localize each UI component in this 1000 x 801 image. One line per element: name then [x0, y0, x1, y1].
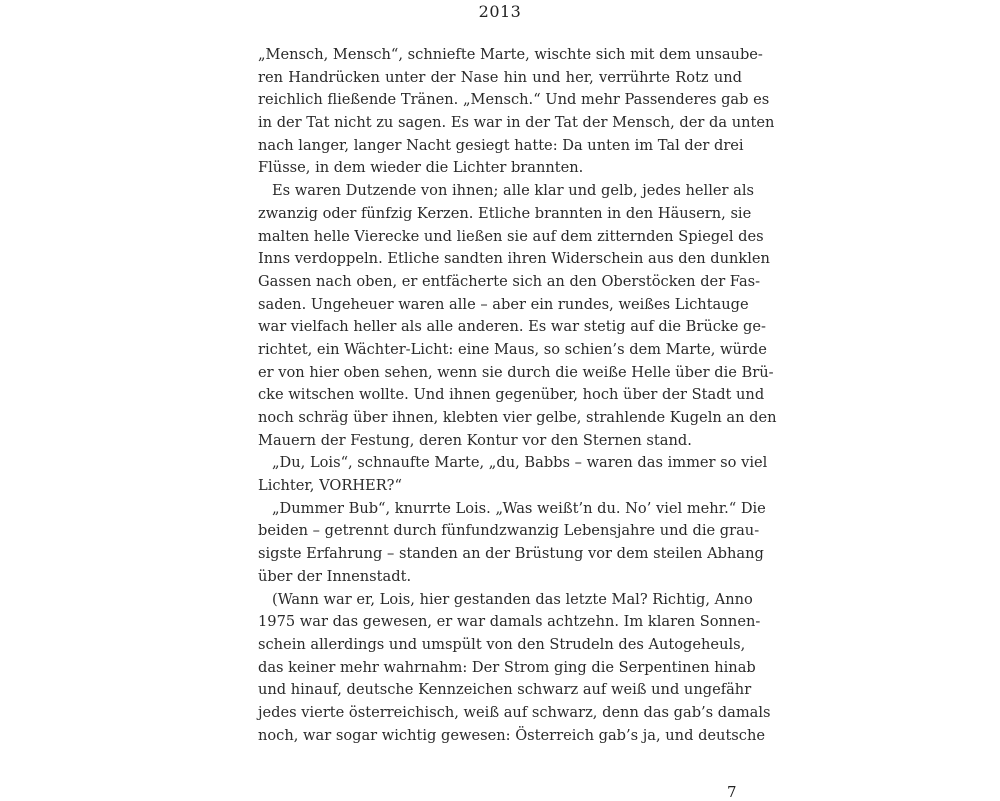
- text-line: saden. Ungeheuer waren alle – aber ein rundes, weißes Lichtauge: [258, 295, 749, 313]
- text-line: noch schräg über ihnen, klebten vier gelbe, strahlende Kugeln an den: [258, 409, 777, 426]
- text-line: malten helle Vierecke und ließen sie auf dem zitternden Spiegel des: [258, 227, 764, 245]
- body-text: [258, 44, 777, 747]
- text-line: ren Handrücken unter der Nase hin und her, verrührte Rotz und: [258, 68, 742, 86]
- text-line: richtet, ein Wächter-Licht: eine Maus, so schien’s dem Marte, würde: [258, 340, 767, 358]
- page-number: 7: [727, 783, 737, 801]
- text-line: beiden – getrennt durch fünfundzwanzig Lebensjahre und die grau-: [258, 522, 760, 540]
- text-line: reichlich fließende Tränen. „Mensch.“ Und mehr Passenderes gab es: [258, 91, 770, 109]
- text-line: 1975 war das gewesen, er war damals achtzehn. Im klaren Sonnen-: [258, 613, 761, 631]
- text-line: das keiner mehr wahrnahm: Der Strom ging die Serpentinen hinab: [258, 658, 756, 676]
- text-line: nach langer, langer Nacht gesiegt hatte: Da unten im Tal der drei: [258, 136, 744, 154]
- text-line: Flüsse, in dem wieder die Lichter brannten.: [258, 159, 584, 177]
- text-line: „Mensch, Mensch“, schniefte Marte, wischte sich mit dem unsaube-: [258, 46, 763, 63]
- text-line: sigste Erfahrung – standen an der Brüstung vor dem steilen Abhang: [258, 545, 764, 563]
- text-line: „Du, Lois“, schnaufte Marte, „du, Babbs – waren das immer so viel: [272, 454, 768, 472]
- text-line: Gassen nach oben, er entfächerte sich an den Oberstöcken der Fas-: [258, 272, 761, 290]
- text-line: (Wann war er, Lois, hier gestanden das letzte Mal? Richtig, Anno: [272, 590, 753, 608]
- text-line: Lichter, VORHER?“: [258, 477, 402, 495]
- text-line: noch, war sogar wichtig gewesen: Österreich gab’s ja, und deutsche: [258, 726, 766, 744]
- text-line: und hinauf, deutsche Kennzeichen schwarz auf weiß und ungefähr: [258, 681, 752, 699]
- running-header-year: 2013: [478, 2, 522, 21]
- text-line: war vielfach heller als alle anderen. Es war stetig auf die Brücke ge-: [258, 318, 766, 336]
- text-line: Mauern der Festung, deren Kontur vor den Sternen stand.: [258, 431, 692, 449]
- text-line: jedes vierte österreichisch, weiß auf schwarz, denn das gab’s damals: [258, 703, 771, 721]
- text-line: in der Tat nicht zu sagen. Es war in der Tat der Mensch, der da unten: [258, 114, 775, 132]
- text-line: Inns verdoppeln. Etliche sandten ihren Widerschein aus den dunklen: [258, 250, 770, 268]
- text-line: schein allerdings und umspült von den Strudeln des Autogeheuls,: [258, 635, 746, 653]
- text-line: Es waren Dutzende von ihnen; alle klar und gelb, jedes heller als: [272, 182, 754, 200]
- text-line: zwanzig oder fünfzig Kerzen. Etliche brannten in den Häusern, sie: [258, 204, 752, 222]
- text-line: über der Innenstadt.: [258, 567, 412, 585]
- text-line: „Dummer Bub“, knurrte Lois. „Was weißt’n du. No’ viel mehr.“ Die: [272, 499, 766, 517]
- text-line: cke witschen wollte. Und ihnen gegenüber, hoch über der Stadt und: [258, 386, 765, 404]
- text-line: er von hier oben sehen, wenn sie durch die weiße Helle über die Brü-: [258, 363, 774, 381]
